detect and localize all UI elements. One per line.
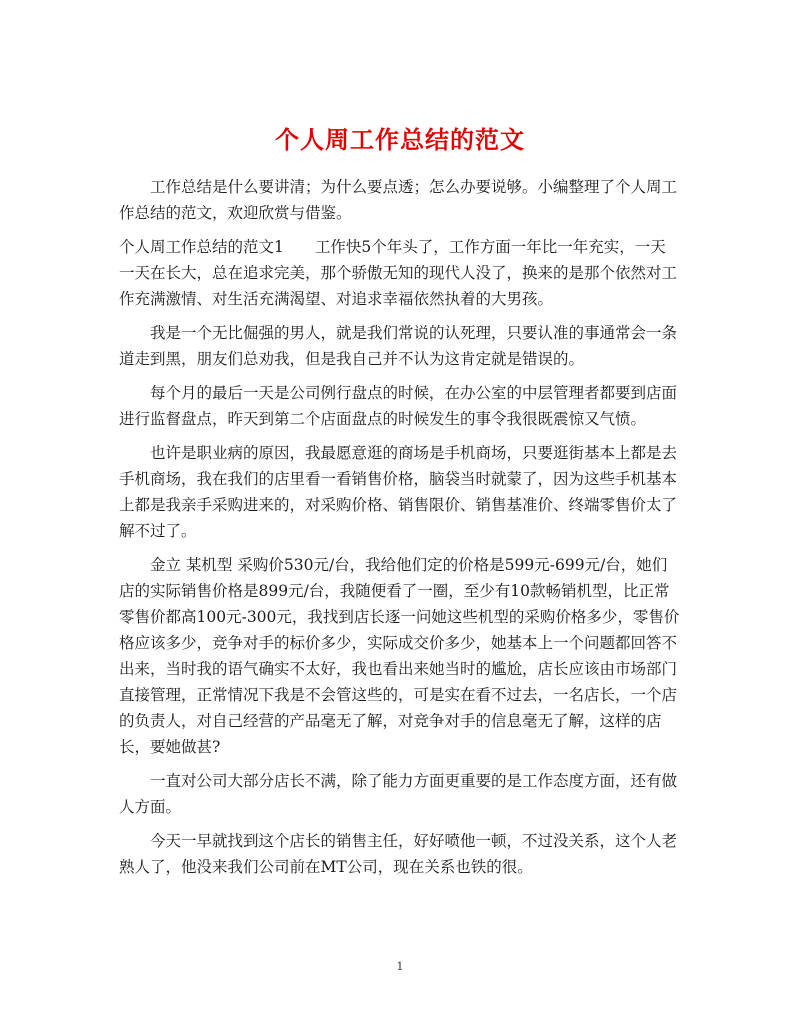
page-number: 1 xyxy=(396,960,404,973)
paragraph-store-managers: 一直对公司大部分店长不满，除了能力方面更重要的是工作态度方面，还有做人方面。 xyxy=(119,772,678,816)
paragraph-sample-1: 个人周工作总结的范文1 工作快5个年头了，工作方面一年比一年充实，一天一天在长大，总在追求完美，那个骄傲无知的现代人没了，换来的是那个依然对工作充满激情、对生活充满渴望、对追求幸福依然执着的大男孩。 xyxy=(119,238,678,308)
paragraph-pricing: 金立 某机型 采购价530元/台，我给他们定的价格是599元-699元/台，她们店的实际销售价格是899元/台，我随便看了一圈，至少有10款畅销机型，比正常零售价都高100元-300元，我找到店长逐一问她这些机型的采购价格多少，零售价格应该多少，竞争对手的标价多少，实际成交价多少，她基本上一个问题都回答不出来，当时我的语气确实不太好，我也看出来她当时的尴尬，店长应该由市场部门直接管理，正常情况下我是不会管这些的，可是实在看不过去，一名店长，一个店的负责人，对自己经营的产品毫无了解，对竞争对手的信息毫无了解，这样的店长，要她做甚? xyxy=(119,556,680,756)
document-body xyxy=(119,174,681,888)
paragraph-sales-supervisor: 今天一早就找到这个店长的销售主任，好好喷他一顿，不过没关系，这个人老熟人了，他没来我们公司前在MT公司，现在关系也铁的很。 xyxy=(119,832,678,876)
document-title: 个人周工作总结的范文 xyxy=(275,125,525,155)
paragraph-stubborn: 我是一个无比倔强的男人，就是我们常说的认死理，只要认准的事通常会一条道走到黑，朋友们总劝我，但是我自己并不认为这肯定就是错误的。 xyxy=(119,324,678,368)
paragraph-phone-mall: 也许是职业病的原因，我最愿意逛的商场是手机商场，只要逛街基本上都是去手机商场，我在我们的店里看一看销售价格，脑袋当时就蒙了，因为这些手机基本上都是我亲手采购进来的，对采购价格、销售限价、销售基准价、终端零售价太了解不过了。 xyxy=(119,444,678,540)
paragraph-intro: 工作总结是什么要讲清；为什么要点透；怎么办要说够。小编整理了个人周工作总结的范文，欢迎欣赏与借鉴。 xyxy=(119,178,678,222)
paragraph-inventory: 每个月的最后一天是公司例行盘点的时候，在办公室的中层管理者都要到店面进行监督盘点，昨天到第二个店面盘点的时候发生的事令我很既震惊又气愤。 xyxy=(119,384,678,428)
